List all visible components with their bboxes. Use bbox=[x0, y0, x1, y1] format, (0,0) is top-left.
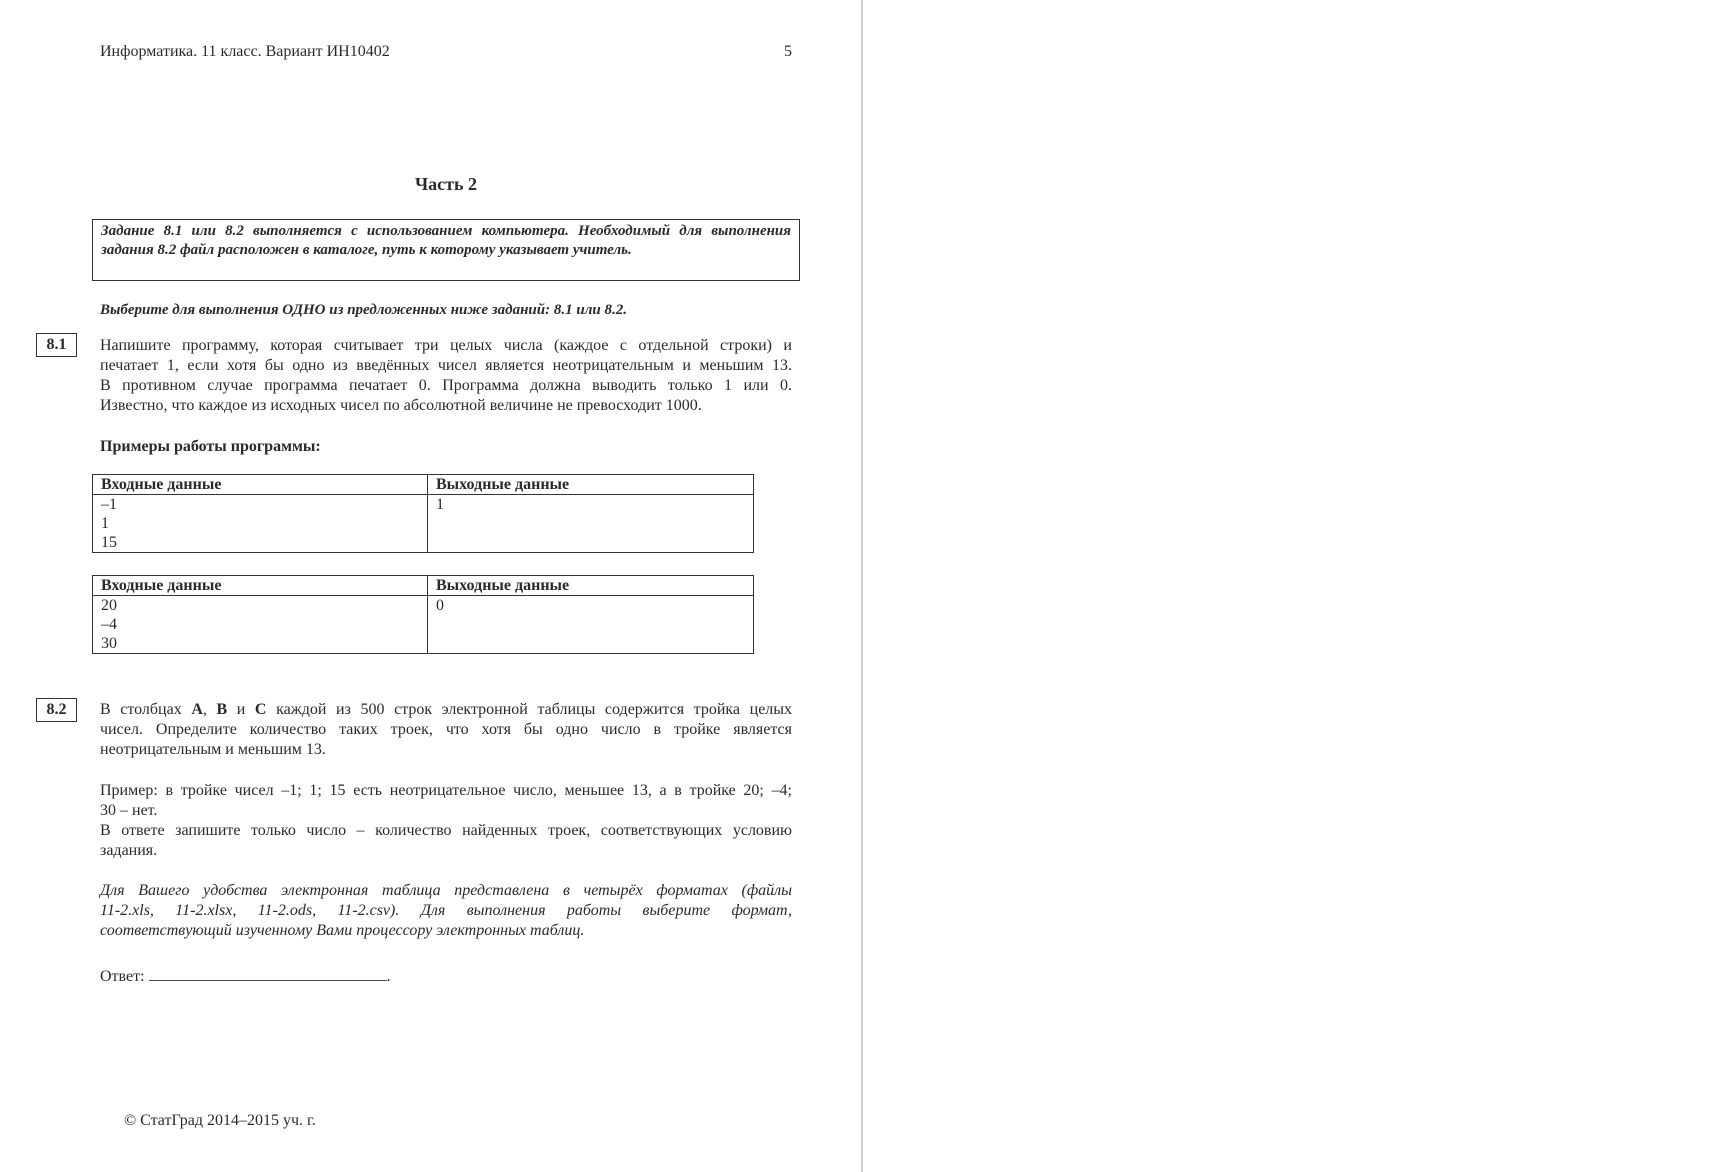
task-8-2-line: В ответе запишите только число – количество найденных троек, соответствующих условию bbox=[100, 822, 792, 839]
text-span: , bbox=[202, 701, 207, 718]
answer-field[interactable] bbox=[149, 965, 387, 981]
input-value: 30 bbox=[101, 635, 117, 652]
task-8-2-line bbox=[100, 700, 792, 720]
task-8-2-line: Пример: в тройке чисел –1; 1; 15 есть неотрицательное число, меньшее 13, а в тройке 20; –4; bbox=[100, 782, 792, 799]
input-value: 1 bbox=[101, 515, 109, 532]
task-8-2-paragraph-1 bbox=[100, 700, 792, 760]
input-value: –4 bbox=[101, 616, 117, 633]
page-divider bbox=[861, 0, 863, 1172]
answer-period: . bbox=[386, 968, 391, 985]
task-8-2-note-line: 11-2.xls, 11-2.xlsx, 11-2.ods, 11-2.csv). Для выполнения работы выберите формат, bbox=[100, 902, 792, 919]
example-table-2 bbox=[92, 575, 754, 654]
task-8-2-line: задания. bbox=[100, 842, 158, 859]
output-cell bbox=[428, 495, 754, 553]
answer-label: Ответ: bbox=[100, 968, 145, 985]
example-table-1 bbox=[92, 474, 754, 553]
input-value: 20 bbox=[101, 597, 117, 614]
task-8-1-statement bbox=[100, 336, 792, 416]
task-8-1-line: Напишите программу, которая считывает три целых числа (каждое с отдельной строки) и bbox=[100, 337, 792, 354]
text-span: В столбцах bbox=[100, 701, 182, 718]
input-cell bbox=[93, 596, 428, 654]
column-c-label: C bbox=[254, 701, 267, 718]
task-8-2-line: 30 – нет. bbox=[100, 802, 158, 819]
task-8-1-line: В противном случае программа печатает 0. Программа должна выводить только 1 или 0. bbox=[100, 377, 792, 394]
output-header: Выходные данные bbox=[428, 576, 754, 596]
input-cell bbox=[93, 495, 428, 553]
output-value: 0 bbox=[436, 597, 444, 614]
part-title: Часть 2 bbox=[414, 174, 478, 194]
input-header: Входные данные bbox=[93, 475, 428, 495]
input-value: 15 bbox=[101, 534, 117, 551]
task-8-2-note-line: соответствующий изученному Вами процессору электронных таблиц. bbox=[100, 922, 585, 939]
task-8-2-line: чисел. Определите количество таких троек, что хотя бы одно число в тройке является bbox=[100, 721, 792, 738]
task-8-1-line: Известно, что каждое из исходных чисел по абсолютной величине не превосходит 1000. bbox=[100, 397, 702, 414]
notice-text: Задание 8.1 или 8.2 выполняется с использованием компьютера. Необходимый для выполнения задания 8.2 файл расположен в каталоге, путь к которому указывает учитель. bbox=[101, 223, 791, 258]
output-header: Выходные данные bbox=[428, 475, 754, 495]
choose-instruction: Выберите для выполнения ОДНО из предложенных ниже заданий: 8.1 или 8.2. bbox=[100, 302, 627, 318]
task-8-2-badge: 8.2 bbox=[36, 698, 77, 722]
column-b-label: B bbox=[216, 701, 228, 718]
task-8-2-line: неотрицательным и меньшим 13. bbox=[100, 741, 326, 758]
text-span: каждой из 500 строк электронной таблицы содержится тройка целых bbox=[276, 701, 793, 718]
task-8-2-note-line: Для Вашего удобства электронная таблица представлена в четырёх форматах (файлы bbox=[100, 882, 792, 899]
task-8-2-note bbox=[100, 881, 792, 941]
examples-title: Примеры работы программы: bbox=[100, 438, 321, 455]
output-cell bbox=[428, 596, 754, 654]
column-a-label: A bbox=[191, 701, 203, 718]
text-span: и bbox=[236, 701, 246, 718]
input-header: Входные данные bbox=[93, 576, 428, 596]
page-header-title: Информатика. 11 класс. Вариант ИН10402 bbox=[100, 43, 390, 60]
answer-row bbox=[100, 965, 391, 987]
task-8-1-line: печатает 1, если хотя бы одно из введённых чисел является неотрицательным и меньшим 13. bbox=[100, 357, 792, 374]
page-number: 5 bbox=[784, 43, 792, 60]
input-value: –1 bbox=[101, 496, 117, 513]
task-8-2-paragraph-2 bbox=[100, 781, 792, 861]
output-value: 1 bbox=[436, 496, 444, 513]
footer-copyright: © СтатГрад 2014–2015 уч. г. bbox=[124, 1112, 316, 1129]
task-8-1-badge: 8.1 bbox=[36, 333, 77, 357]
notice-box bbox=[92, 219, 800, 281]
